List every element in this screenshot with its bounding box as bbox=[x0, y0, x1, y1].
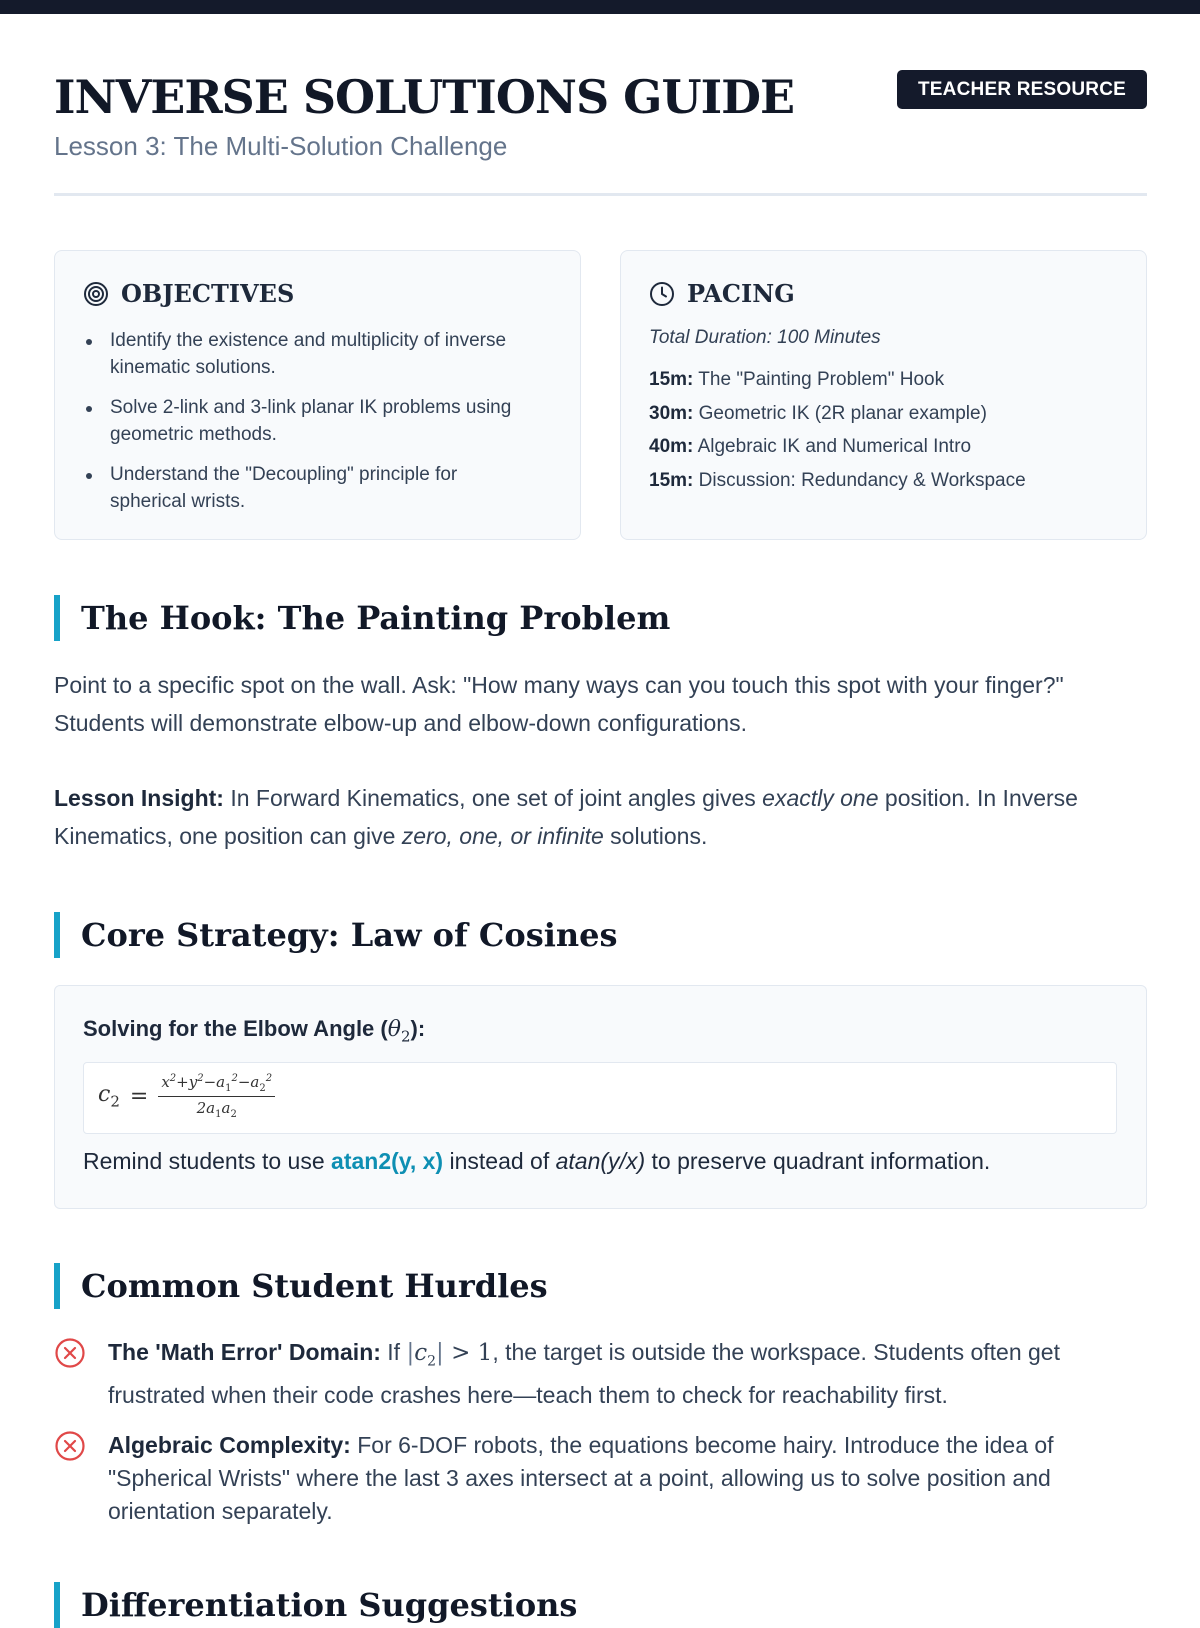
header bbox=[54, 0, 1147, 196]
insight-text: In Forward Kinematics, one set of joint angles gives bbox=[223, 785, 763, 811]
page bbox=[54, 0, 1147, 1624]
hurdle-item bbox=[54, 1429, 1147, 1528]
overview-cards bbox=[54, 250, 1147, 540]
insight-text: position. In Inverse Kinematics, one position can give bbox=[54, 785, 1078, 849]
target-icon bbox=[83, 281, 109, 307]
theta-subscript: 2 bbox=[400, 1027, 411, 1046]
teacher-resource-badge: TEACHER RESOURCE bbox=[897, 70, 1147, 109]
error-circle-icon bbox=[54, 1337, 86, 1369]
objective-item: Identify the existence and multiplicity of inverse kinematic solutions. bbox=[83, 327, 533, 381]
pacing-time: 15m: bbox=[649, 469, 694, 491]
pacing-time: 15m: bbox=[649, 369, 694, 390]
pacing-activity: Geometric IK (2R planar example) bbox=[698, 402, 987, 424]
pacing-item bbox=[649, 464, 1026, 498]
hurdle-label: Algebraic Complexity: bbox=[108, 1432, 351, 1458]
page-title: INVERSE SOLUTIONS GUIDE bbox=[54, 70, 795, 124]
insight-text: solutions. bbox=[603, 823, 708, 849]
pacing-activity: The "Painting Problem" Hook bbox=[698, 369, 945, 390]
pacing-time: 40m: bbox=[649, 436, 694, 457]
lesson-insight bbox=[54, 779, 1147, 855]
reminder-text: to preserve quadrant information. bbox=[645, 1148, 991, 1174]
hurdle-text: For 6-DOF robots, the equations become hairy. Introduce the idea of "Spherical Wrists" where the last 3 axes intersect at a point, allowing us to solve position and orientation separately. bbox=[108, 1432, 1054, 1524]
strategy-box bbox=[54, 985, 1147, 1209]
pacing-time: 30m: bbox=[649, 402, 694, 424]
label-text: Solving for the Elbow Angle ( bbox=[83, 1016, 388, 1041]
insight-emphasis: exactly one bbox=[762, 785, 879, 811]
hook-paragraph: Point to a specific spot on the wall. Ask: "How many ways can you touch this spot with your finger?" Students will demonstrate elbow-up and elbow-down configurations. bbox=[54, 672, 1064, 736]
pacing-item bbox=[649, 397, 1026, 431]
reminder-text: instead of bbox=[443, 1148, 556, 1174]
atan2-function: atan2(y, x) bbox=[331, 1148, 444, 1174]
clock-icon bbox=[649, 281, 675, 307]
label-text: ): bbox=[410, 1016, 426, 1041]
theta-symbol: θ bbox=[387, 1017, 401, 1042]
formula-box bbox=[83, 1062, 1117, 1134]
pacing-item bbox=[649, 430, 1026, 464]
pacing-activity: Discussion: Redundancy & Workspace bbox=[698, 469, 1026, 491]
reminder-text: Remind students to use bbox=[83, 1148, 332, 1174]
objective-item: Understand the "Decoupling" principle for spherical wrists. bbox=[83, 461, 533, 515]
objectives-list bbox=[83, 327, 533, 528]
pacing-activity: Algebraic IK and Numerical Intro bbox=[697, 436, 972, 457]
objective-item: Solve 2-link and 3-link planar IK problems using geometric methods. bbox=[83, 394, 533, 448]
differentiation-heading: Differentiation Suggestions bbox=[54, 1582, 577, 1628]
pacing-list bbox=[649, 363, 1026, 497]
objectives-card bbox=[54, 250, 581, 540]
hurdle-text: , the target is outside the workspace. Students often get frustrated when their code crashes here—teach them to check for reachability first. bbox=[108, 1339, 1060, 1408]
objectives-title-text: OBJECTIVES bbox=[121, 279, 295, 308]
hurdles-heading: Common Student Hurdles bbox=[54, 1263, 548, 1309]
atan-function: atan(y/x) bbox=[555, 1148, 646, 1174]
hurdle-label: The 'Math Error' Domain: bbox=[108, 1339, 381, 1365]
elbow-angle-label bbox=[83, 1016, 425, 1045]
objectives-title bbox=[83, 279, 294, 308]
hook-heading: The Hook: The Painting Problem bbox=[54, 595, 670, 641]
hurdle-item bbox=[54, 1336, 1147, 1412]
abs-c2-expression: $|c_2| > 1$ bbox=[406, 1340, 493, 1370]
law-of-cosines-formula: $c_2$ = $\frac{x^2+y^2-a_1^2-a_2^2}{2a_1a_2}$ bbox=[98, 1073, 275, 1120]
hurdle-text: If bbox=[380, 1339, 407, 1365]
insight-label: Lesson Insight: bbox=[54, 785, 224, 811]
insight-emphasis: zero, one, or infinite bbox=[401, 823, 604, 849]
pacing-card bbox=[620, 250, 1147, 540]
pacing-item bbox=[649, 363, 1026, 397]
strategy-heading: Core Strategy: Law of Cosines bbox=[54, 912, 618, 958]
lesson-subtitle: Lesson 3: The Multi-Solution Challenge bbox=[54, 131, 508, 161]
pacing-total-duration: Total Duration: 100 Minutes bbox=[649, 327, 881, 348]
pacing-title-text: PACING bbox=[687, 279, 795, 308]
error-circle-icon bbox=[54, 1430, 86, 1462]
atan2-reminder bbox=[83, 1148, 990, 1175]
pacing-title bbox=[649, 279, 795, 308]
